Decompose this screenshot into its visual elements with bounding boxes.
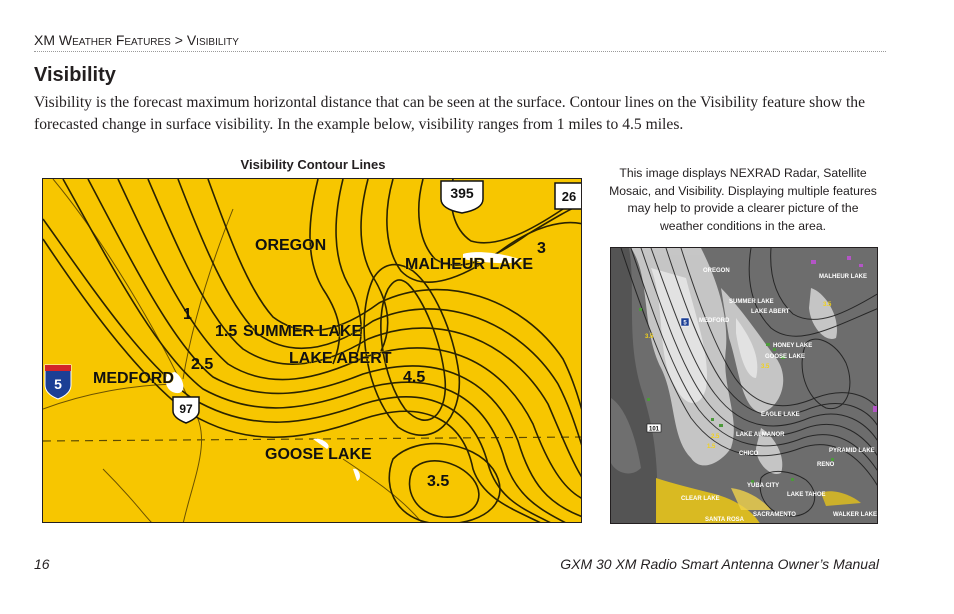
radar-label-lake-abert: LAKE ABERT <box>751 309 790 315</box>
radar-value-3-5-a: 3.5 <box>645 334 654 340</box>
radar-label-medford: MEDFORD <box>699 318 730 324</box>
section-title: Visibility <box>34 64 116 86</box>
radar-label-chico: CHICO <box>739 451 759 457</box>
highway-shield-26 <box>555 183 582 209</box>
radar-shield-5 <box>681 318 689 327</box>
map-label-goose-lake: GOOSE LAKE <box>265 446 372 463</box>
manual-title: GXM 30 XM Radio Smart Antenna Owner’s Manual <box>560 556 879 572</box>
breadcrumb <box>34 32 886 52</box>
radar-value-3-5-c: 3.5 <box>761 364 770 370</box>
radar-label-santa-rosa: SANTA ROSA <box>705 517 744 523</box>
radar-label-pyramid-lake: PYRAMID LAKE <box>829 448 875 454</box>
contour-value-1: 1 <box>183 306 192 323</box>
map-caption: Visibility Contour Lines <box>240 157 386 172</box>
svg-text:26: 26 <box>561 189 577 204</box>
svg-text:395: 395 <box>450 185 474 201</box>
contour-value-4-5: 4.5 <box>403 369 426 386</box>
radar-label-goose-lake: GOOSE LAKE <box>765 354 806 360</box>
map-label-lake-abert: LAKE ABERT <box>289 350 392 367</box>
radar-label-sacramento: SACRAMENTO <box>753 512 796 518</box>
radar-label-summer-lake: SUMMER LAKE <box>729 299 774 305</box>
radar-label-eagle-lake: EAGLE LAKE <box>761 412 800 418</box>
radar-satellite-visibility-map <box>610 247 878 524</box>
map-label-summer-lake: SUMMER LAKE <box>243 323 363 340</box>
radar-label-yuba-city: YUBA CITY <box>747 483 780 489</box>
radar-value-3-5-b: 3.5 <box>823 302 832 308</box>
map-label-oregon: OREGON <box>255 237 327 254</box>
map-label-malheur-lake: MALHEUR LAKE <box>405 256 533 273</box>
svg-text:97: 97 <box>179 402 193 416</box>
breadcrumb-section: Weather Features <box>58 32 171 48</box>
side-caption: This image displays NEXRAD Radar, Satellite Mosaic, and Visibility. Displaying multiple features may help to provide a clearer picture of the weather conditions in the area. <box>609 166 877 233</box>
highway-shield-395 <box>441 181 483 213</box>
breadcrumb-prefix: XM <box>34 32 55 48</box>
breadcrumb-separator: > <box>174 32 183 48</box>
breadcrumb-page: Visibility <box>186 32 239 48</box>
radar-label-walker-lake: WALKER LAKE <box>833 512 877 518</box>
svg-text:5: 5 <box>54 376 62 392</box>
svg-text:101: 101 <box>648 426 660 433</box>
body-paragraph: Visibility is the forecast maximum horizontal distance that can be seen at the surface. Contour lines on the Visibility feature show the forecasted change in surface visibility. In the example below, visibility ranges from 1 miles to 4.5 miles. <box>34 94 866 133</box>
contour-map-graphic <box>43 179 582 523</box>
svg-text:5: 5 <box>683 320 687 327</box>
radar-shield-101 <box>647 424 661 433</box>
radar-value-2-5: 2.5 <box>711 434 720 440</box>
radar-label-lake-tahoe: LAKE TAHOE <box>787 492 826 498</box>
radar-label-lake-almanor: LAKE ALMANOR <box>736 432 785 438</box>
radar-label-malheur-lake: MALHEUR LAKE <box>819 274 867 280</box>
radar-label-reno: RENO <box>817 462 835 468</box>
page-number: 16 <box>34 556 50 572</box>
radar-map-graphic <box>611 248 878 524</box>
contour-value-3-5: 3.5 <box>427 473 450 490</box>
contour-value-3: 3 <box>537 240 546 257</box>
interstate-shield-5 <box>45 365 71 399</box>
contour-value-2-5: 2.5 <box>191 356 214 373</box>
radar-label-honey-lake: HONEY LAKE <box>773 343 813 349</box>
contour-value-1-5: 1.5 <box>215 323 238 340</box>
radar-label-oregon: OREGON <box>703 268 730 274</box>
radar-value-1-5: 1.5 <box>707 444 716 450</box>
map-label-medford: MEDFORD <box>93 370 174 387</box>
radar-label-clear-lake: CLEAR LAKE <box>681 496 720 502</box>
visibility-contour-map <box>42 178 582 523</box>
